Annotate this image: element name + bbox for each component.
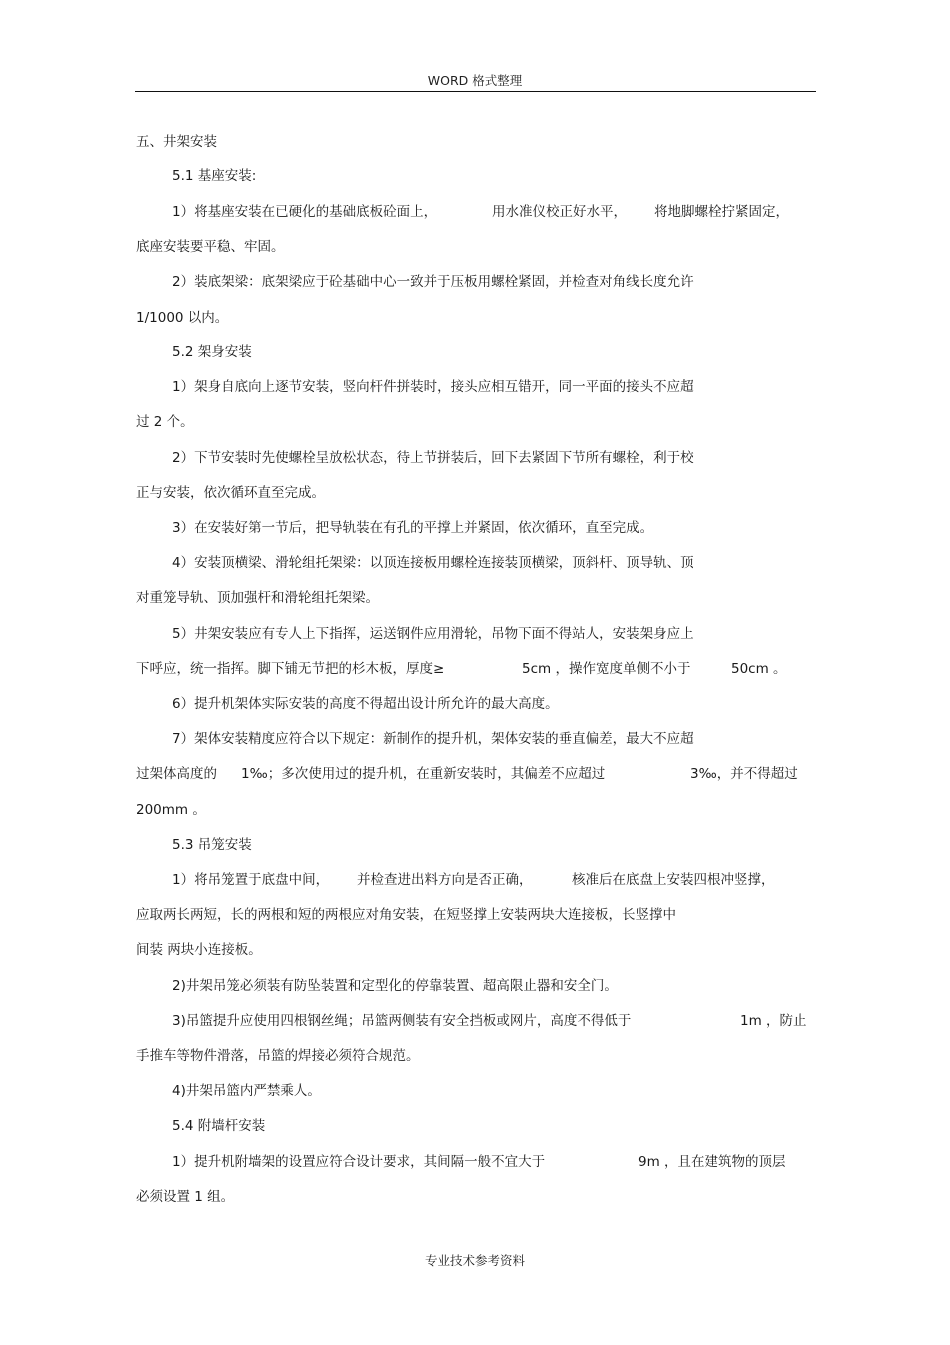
paragraph-line: 3‰，并不得超过 bbox=[690, 766, 798, 782]
paragraph-line: 1）将吊笼置于底盘中间， bbox=[172, 872, 330, 888]
paragraph-line: 手推车等物件滑落，吊篮的焊接必须符合规范。 bbox=[136, 1048, 420, 1064]
paragraph-line: 过 2 个。 bbox=[136, 414, 194, 430]
paragraph-line: 3)吊篮提升应使用四根钢丝绳；吊篮两侧装有安全挡板或网片，高度不得低于 bbox=[172, 1013, 632, 1029]
paragraph-line: 1）架身自底向上逐节安装，竖向杆件拼装时，接头应相互错开，同一平面的接头不应超 bbox=[172, 379, 694, 395]
paragraph-line: 应取两长两短，长的两根和短的两根应对角安装，在短竖撑上安装两块大连接板，长竖撑中 bbox=[136, 907, 676, 923]
paragraph-line: 3）在安装好第一节后，把导轨装在有孔的平撑上并紧固，依次循环，直至完成。 bbox=[172, 520, 654, 536]
paragraph-line: 1/1000 以内。 bbox=[136, 310, 229, 326]
paragraph-line: 4)井架吊篮内严禁乘人。 bbox=[172, 1083, 321, 1099]
subsection-heading: 5.3 吊笼安装 bbox=[172, 837, 252, 853]
paragraph-line: 5）井架安装应有专人上下指挥，运送钢件应用滑轮，吊物下面不得站人，安装架身应上 bbox=[172, 626, 694, 642]
paragraph-line: 底座安装要平稳、牢固。 bbox=[136, 239, 285, 255]
paragraph-line: 下呼应，统一指挥。脚下铺无节把的杉木板，厚度≥ bbox=[136, 661, 445, 677]
paragraph-line: 过架体高度的 bbox=[136, 766, 217, 782]
subsection-heading: 5.1 基座安装: bbox=[172, 168, 257, 184]
paragraph-line: 正与安装，依次循环直至完成。 bbox=[136, 485, 325, 501]
subsection-heading: 5.4 附墙杆安装 bbox=[172, 1118, 266, 1134]
paragraph-line: 将地脚螺栓拧紧固定， bbox=[654, 204, 789, 220]
page-footer: 专业技术参考资料 bbox=[424, 1253, 525, 1268]
paragraph-line: 5cm ，操作宽度单侧不小于 bbox=[522, 661, 691, 677]
paragraph-line: 7）架体安装精度应符合以下规定：新制作的提升机，架体安装的垂直偏差，最大不应超 bbox=[172, 731, 694, 747]
header-rule bbox=[135, 91, 816, 92]
paragraph-line: 1‰；多次使用过的提升机，在重新安装时，其偏差不应超过 bbox=[241, 766, 606, 782]
paragraph-line: 间装 两块小连接板。 bbox=[136, 942, 262, 958]
paragraph-line: 1）提升机附墙架的设置应符合设计要求，其间隔一般不宜大于 bbox=[172, 1154, 546, 1170]
paragraph-line: 2)井架吊笼必须装有防坠装置和定型化的停靠装置、超高限止器和安全门。 bbox=[172, 978, 618, 994]
paragraph-line: 4）安装顶横梁、滑轮组托架梁：以顶连接板用螺栓连接装顶横梁，顶斜杆、顶导轨、顶 bbox=[172, 555, 694, 571]
paragraph-line: 50cm 。 bbox=[731, 661, 787, 677]
paragraph-line: 核准后在底盘上安装四根冲竖撑， bbox=[572, 872, 775, 888]
paragraph-line: 1）将基座安装在已硬化的基础底板砼面上， bbox=[172, 204, 438, 220]
page-header: WORD 格式整理 bbox=[427, 73, 523, 88]
paragraph-line: 6）提升机架体实际安装的高度不得超出设计所允许的最大高度。 bbox=[172, 696, 559, 712]
subsection-heading: 5.2 架身安装 bbox=[172, 344, 252, 360]
section-heading: 五、井架安装 bbox=[136, 134, 217, 150]
paragraph-line: 1m ，防止 bbox=[740, 1013, 807, 1029]
paragraph-line: 并检查进出料方向是否正确， bbox=[357, 872, 533, 888]
paragraph-line: 用水准仪校正好水平， bbox=[492, 204, 627, 220]
paragraph-line: 9m ，且在建筑物的顶层 bbox=[638, 1154, 786, 1170]
paragraph-line: 2）装底架梁：底架梁应于砼基础中心一致并于压板用螺栓紧固，并检查对角线长度允许 bbox=[172, 274, 694, 290]
paragraph-line: 对重笼导轨、顶加强杆和滑轮组托架梁。 bbox=[136, 590, 379, 606]
paragraph-line: 2）下节安装时先使螺栓呈放松状态，待上节拼装后，回下去紧固下节所有螺栓，利于校 bbox=[172, 450, 694, 466]
paragraph-line: 必须设置 1 组。 bbox=[136, 1189, 235, 1205]
paragraph-line: 200mm 。 bbox=[136, 802, 206, 818]
